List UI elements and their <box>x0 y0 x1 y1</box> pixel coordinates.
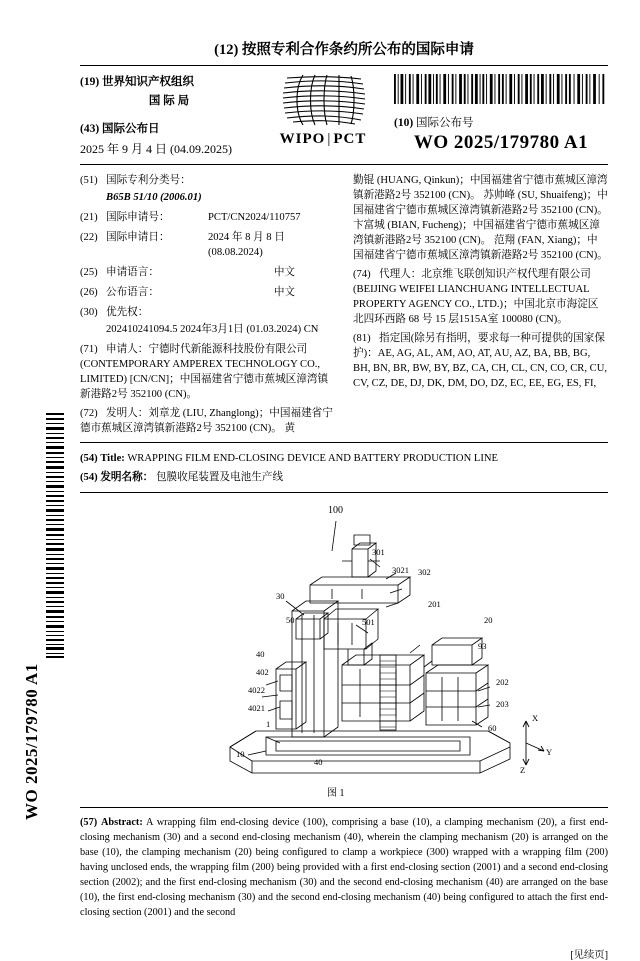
figure-ref-100: 100 <box>328 505 343 516</box>
title-text-cn: 包膜收尾装置及电池生产线 <box>155 472 284 484</box>
divider-above-abstract <box>80 807 608 808</box>
callout-93: 93 <box>478 641 487 651</box>
callout-30: 30 <box>276 591 285 601</box>
spine-publication-number: WO 2025/179780 A1 <box>22 663 41 820</box>
pub-no-code: (10) <box>394 117 414 129</box>
document-body <box>80 38 608 961</box>
axis-y: Y <box>546 747 553 757</box>
title-code-en: (54) <box>80 453 98 465</box>
publication-number-block <box>388 74 608 154</box>
axis-x: X <box>532 713 539 723</box>
field-priority <box>80 305 335 337</box>
callout-402: 402 <box>256 667 269 677</box>
publication-number: WO 2025/179780 A1 <box>413 132 589 153</box>
callout-20: 20 <box>484 615 493 625</box>
field-value: 2024 年 8 月 8 日 (08.08.2024) <box>208 231 285 258</box>
field-applicant <box>80 342 335 402</box>
field-publication-language <box>80 285 335 300</box>
field-label: 公布语言： <box>106 286 159 298</box>
callout-40b: 40 <box>314 757 323 767</box>
field-value: PCT/CN2024/110757 <box>208 211 301 223</box>
technical-drawing <box>80 515 608 797</box>
pub-date-code: (43) <box>80 122 100 135</box>
callout-60: 60 <box>488 723 497 733</box>
title-code-cn: (54) <box>80 472 98 484</box>
title-text-en: WRAPPING FILM END-CLOSING DEVICE AND BATTERY PRODUCTION LINE <box>127 453 498 465</box>
continued-marker: [见续页] <box>570 950 608 961</box>
field-value: 勤锟 (HUANG, Qinkun)；中国福建省宁德市蕉城区漳湾镇新港路2号 352100 (CN)。 苏帅峰 (SU, Shuaifeng)；中国福建省宁德市蕉城区漳湾镇新港路2号 352100 (CN)。 卞富城 (BIAN, Fucheng)；中国福建省宁德市蕉城区漳湾镇新港路2号 352100 (CN)。 范翔 (FAN, Xiang)；中国福建省宁德市蕉城区漳湾镇新港路2号 352100 (CN)。 <box>353 174 608 261</box>
spine-barcode <box>46 408 64 658</box>
figure-caption: 图 1 <box>327 788 345 799</box>
field-application-number <box>80 210 335 225</box>
field-ipc <box>80 173 335 205</box>
field-code: (71) <box>80 344 98 356</box>
figure-area <box>80 501 608 801</box>
callout-1: 1 <box>266 719 271 729</box>
divider-below-header <box>80 164 608 165</box>
bib-column-right <box>345 173 608 436</box>
page-title: (12) 按照专利合作条约所公布的国际申请 <box>214 42 474 58</box>
field-label: 指定国 <box>379 333 411 345</box>
abstract-label: Abstract: <box>101 817 143 828</box>
field-value: B65B 51/10 (2006.01) <box>106 191 202 203</box>
wipo-globe-icon <box>273 74 373 130</box>
field-filing-language <box>80 265 335 280</box>
pub-date-label: 国际公布日 <box>102 122 160 135</box>
wipo-logo-block: WIPO | PCT <box>258 74 388 148</box>
title-label-en: Title: <box>100 453 125 465</box>
invention-title-section <box>80 451 608 486</box>
org-name: 世界知识产权组织 <box>102 76 195 88</box>
divider-above-title <box>80 442 608 443</box>
field-label: 国际申请号： <box>106 211 170 223</box>
field-value: (除另有指明，要求每一种可提供的国家保护)：AE, AG, AL, AM, AO, AT, AU, AZ, BA, BB, BG, BH, BN, BR, BW, BY, BZ, CA, CH, CL, CN, CO, CR, CU, CV, CZ, DE, DJ, DK, DM, DO, DZ, EC, EE, EG, ES, FI, <box>353 333 608 390</box>
callout-10: 10 <box>236 749 245 759</box>
field-filing-date <box>80 230 335 260</box>
pub-date-value: 2025 年 9 月 4 日 (04.09.2025) <box>80 141 232 156</box>
field-designated-states <box>353 331 608 391</box>
field-value: 中文 <box>273 286 295 298</box>
pub-no-label: 国际公布号 <box>416 117 474 129</box>
field-label: 申请人： <box>106 344 149 356</box>
title-label-cn: 发明名称： <box>100 472 154 484</box>
callout-301: 301 <box>372 547 385 557</box>
field-value: 中文 <box>273 266 295 278</box>
field-code: (26) <box>80 286 98 298</box>
field-code: (74) <box>353 268 371 280</box>
org-bureau: 国 际 局 <box>148 95 190 108</box>
field-code: (25) <box>80 266 98 278</box>
field-label: 代理人： <box>379 268 422 280</box>
field-inventor <box>80 406 335 436</box>
callout-40: 40 <box>256 649 265 659</box>
divider-below-title <box>80 492 608 493</box>
callout-302: 302 <box>418 567 431 577</box>
abstract-code: (57) <box>80 817 98 828</box>
callout-50: 50 <box>286 615 295 625</box>
field-code: (72) <box>80 408 98 420</box>
field-value: 刘章龙 (LIU, Zhanglong)；中国福建省宁德市蕉城区漳湾镇新港路2号 352100 (CN)。 黄 <box>80 408 333 435</box>
field-code: (51) <box>80 174 98 186</box>
callout-201: 201 <box>428 599 441 609</box>
callout-4021: 4021 <box>248 703 265 713</box>
callout-501: 501 <box>362 617 375 627</box>
field-label: 发明人： <box>106 408 149 420</box>
field-code: (21) <box>80 211 98 223</box>
field-code: (81) <box>353 333 371 345</box>
wipo-wordmark: WIPO <box>279 131 326 147</box>
org-code: (19) <box>80 76 100 88</box>
pct-wordmark: PCT <box>333 131 367 147</box>
abstract-text: A wrapping film end-closing device (100), comprising a base (10), a clamping mechanism (20), a first end-closing mechanism (30) and a second end-closing mechanism (40), wherein the clamping mechanism (20) is arranged on the base (10), the clamping mechanism (20) being configured to clamp a workpiece (300) wrapped with a wrapping film (200) having unclosed ends, the wrapping film (200) being provided with a first end-closing section (2001) and a second end-closing section (2002); and the first end-closing mechanism (30) and the second end-closing mechanism (40) are arranged on the base (10), the first end-closing mechanism (30) and the second end-closing mechanism (40) being configured to attach the first end-closing section (2001) and the second <box>80 817 609 918</box>
field-code: (22) <box>80 231 98 243</box>
bibliographic-data <box>80 173 608 436</box>
field-value: 北京维飞联创知识产权代理有限公司 (BEIJING WEIFEI LIANCHUANG INTELLECTUAL PROPERTY AGENCY CO., LTD.)；中国北京市海淀区北四环西路 68 号 15 层1515A室 100080 (CN)。 <box>353 268 599 326</box>
bib-column-left <box>80 173 345 436</box>
field-agent <box>353 267 608 327</box>
axis-z: Z <box>520 765 526 775</box>
field-label: 申请语言： <box>106 266 159 278</box>
publication-barcode <box>394 74 608 104</box>
field-label: 国际申请日： <box>106 231 170 243</box>
callout-202: 202 <box>496 677 509 687</box>
field-value: 202410241094.5 2024年3月1日 (01.03.2024) CN <box>106 324 319 335</box>
field-label: 国际专利分类号： <box>106 174 191 186</box>
organization-block <box>80 74 258 158</box>
callout-203: 203 <box>496 699 509 709</box>
header-block <box>80 74 608 158</box>
field-label: 优先权： <box>106 306 149 318</box>
field-inventor-continued <box>353 173 608 263</box>
callout-4022: 4022 <box>248 685 265 695</box>
callout-3021: 3021 <box>392 565 409 575</box>
field-code: (30) <box>80 306 98 318</box>
field-value: 宁德时代新能源科技股份有限公司 (CONTEMPORARY AMPEREX TECHNOLOGY CO., LIMITED) [CN/CN]；中国福建省宁德市蕉城区漳湾镇新港路2号 352100 (CN)。 <box>80 344 329 401</box>
divider-top <box>80 65 608 66</box>
